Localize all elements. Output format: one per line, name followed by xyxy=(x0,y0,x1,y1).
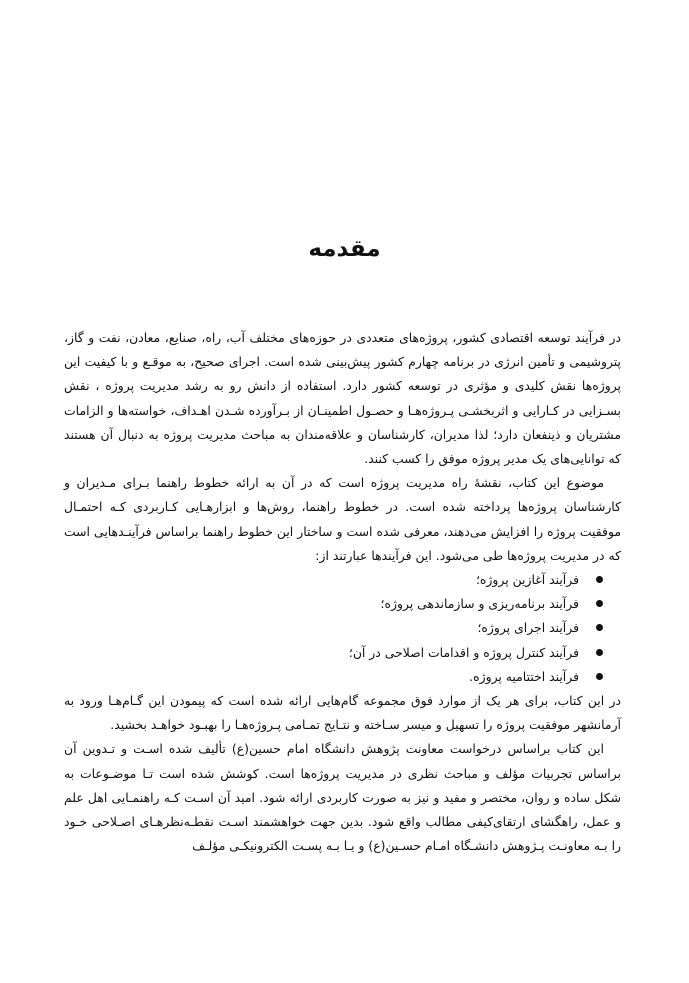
paragraph-book-topic: موضوع این کتاب، نقشهٔ راه مدیریت پروژه است که در آن به ارائه خطوط راهنما بـرای مـدیران و کارشناسان پروژه‌ها پرداخته شده است. در خطوط راهنما، روش‌ها و ابزارهـایی کـاربردی کـه احتمـال موفقیت پروژه را افزایش می‌دهند، معرفی شده است و ساختار این خطوط راهنما براساس فرآینـدهایی است که در مدیریت پروژه‌ها طی می‌شود. این فرآیندها عبارتند از: xyxy=(64,475,621,563)
list-item xyxy=(64,616,603,640)
list-item-text: فرآیند اختتامیه پروژه. xyxy=(469,668,579,684)
page-title: مقدمه xyxy=(308,236,381,262)
list-item xyxy=(64,592,603,616)
list-item xyxy=(64,641,603,665)
page-body xyxy=(64,326,621,858)
bullet-icon xyxy=(596,576,603,583)
paragraph-intro: در فرآیند توسعه اقتصادی کشور، پروژه‌های متعددی در حوزه‌های مختلف آب، راه، صنایع، معادن، نفت و گاز، پتروشیمی و تأمین انرژی در برنامه چهارم کشور پیش‌بینی شده است. اجرای صحیح، به موقـع و با کیفیت این پروژه‌ها نقش کلیدی و مؤثری در توسعه کشور دارد. استفاده از دانش رو به رشد مدیریت پروژه ، نقش بسـزایی در کـارایی و اثربخشـی پـروژه‌هـا و حصـول اطمینـان از بـرآورده شـدن اهـداف، خواسته‌ها و الزامات مشتریان و ذینفعان دارد؛ لذا مدیران، کارشناسان و علاقه‌مندان به مباحث مدیریت پروژه به دنبال آن هستند که توانایی‌های یک مدیر پروژه موفق را کسب کنند. xyxy=(64,330,621,467)
list-item xyxy=(64,665,603,689)
bullet-icon xyxy=(596,649,603,656)
list-item xyxy=(64,568,603,592)
list-item-text: فرآیند برنامه‌ریزی و سازماندهی پروژه؛ xyxy=(380,596,579,612)
process-list xyxy=(64,568,621,689)
list-item-text: فرآیند اجرای پروژه؛ xyxy=(477,620,579,636)
bullet-icon xyxy=(596,600,603,607)
bullet-icon xyxy=(596,624,603,631)
list-item-text: فرآیند کنترل پروژه و اقدامات اصلاحی در آن؛ xyxy=(348,644,579,660)
paragraph-acknowledgement: این کتاب براساس درخواست معاونت پژوهش دانشگاه امام حسین(ع) تألیف شده اسـت و تـدوین آن براساس تجربیات مؤلف و مباحث نظری در مدیریت پروژه‌ها است. کوشش شده است تـا موضـوعات به شکل ساده و روان، مختصر و مفید و نیز به صورت کاربردی ارائه شود. امید آن اسـت کـه راهنمـایی اهل علم و عمل، راهگشای ارتقای‌کیفی مطالب واقع شود. بدین جهت خواهشمند اسـت نقطـه‌نظرهـای اصـلاحی خـود را بـه معاونـت پـژوهش دانشـگاه امـام حسـین(ع) و یـا بـه پسـت الکترونیکـی مؤلـف xyxy=(64,741,621,854)
list-item-text: فرآیند آغازین پروژه؛ xyxy=(475,572,579,588)
bullet-icon xyxy=(596,673,603,680)
paragraph-steps: در این کتاب، برای هر یک از موارد فوق مجموعه گام‌هایی ارائه شده است که پیمودن این گـام‌هـا ورود به آرمانشهر موفقیت پروژه را تسهیل و میسر سـاخته و نتـایج تمـامی پـروژه‌هـا را بهبـود خواهـد بخشید. xyxy=(64,693,621,733)
